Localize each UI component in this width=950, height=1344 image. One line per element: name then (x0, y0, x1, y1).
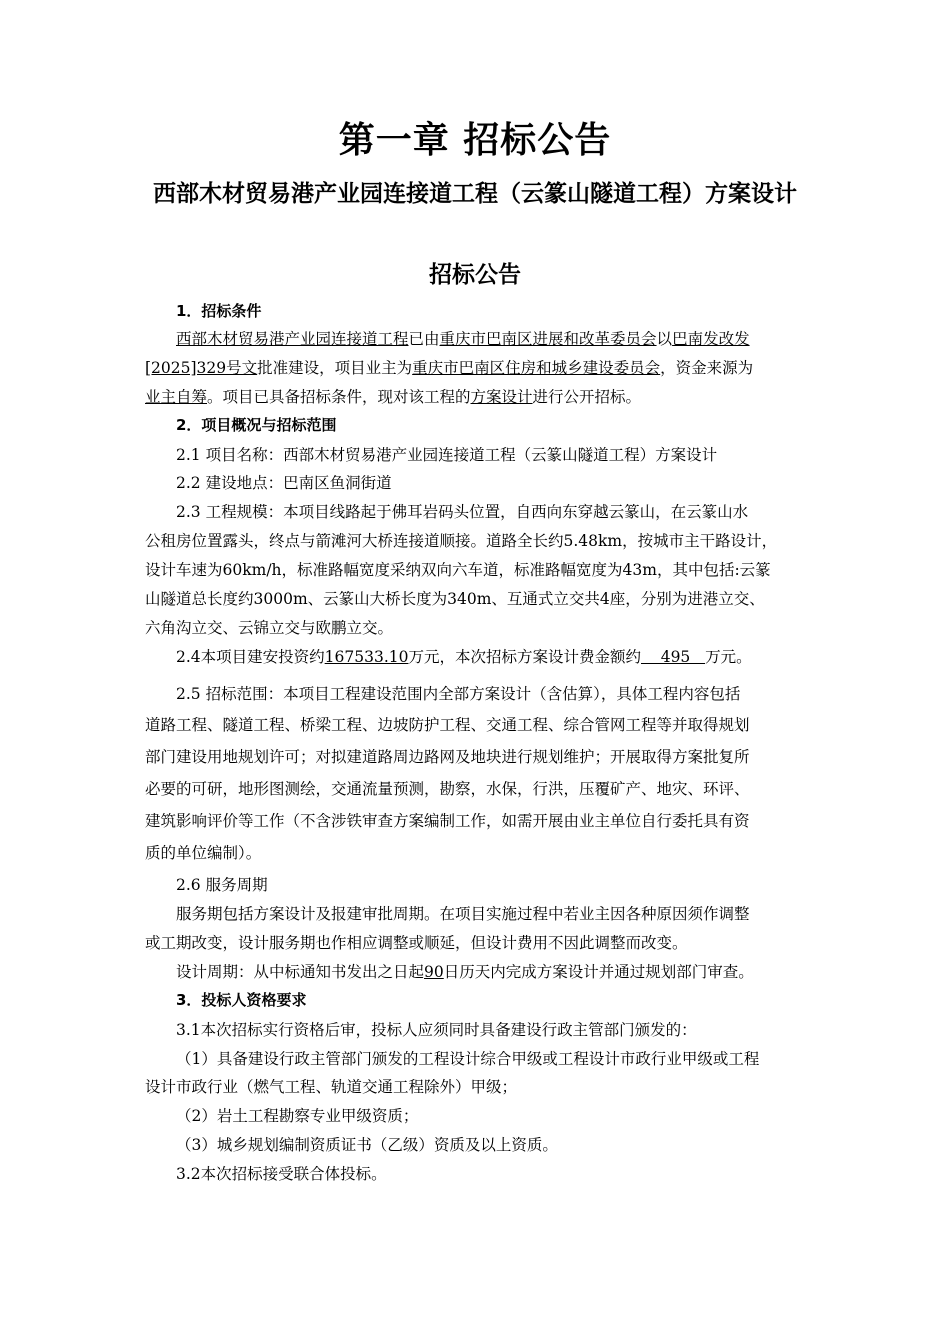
text: 日历天内完成方案设计并通过规划部门审查。 (443, 963, 754, 981)
project-name: 西部木材贸易港产业园连接道工程 (176, 330, 409, 348)
bid-scope: 方案设计 (470, 388, 533, 406)
chapter-title: 第一章 招标公告 (338, 120, 612, 161)
paragraph-line: 道路工程、隧道工程、桥梁工程、边坡防护工程、交通工程、综合管网工程等并取得规划 (145, 716, 750, 734)
paragraph-line: 必要的可研，地形图测绘，交通流量预测，勘察，水保，行洪，压覆矿产、地灾、环评、 (145, 780, 750, 798)
notice-title: 招标公告 (429, 262, 521, 288)
investment-amount: 167533.10 (324, 648, 409, 666)
section-3-heading: 3．投标人资格要求 (176, 991, 307, 1009)
paragraph-line: 设计市政行业（燃气工程、轨道交通工程除外）甲级； (145, 1078, 518, 1096)
item-3-1-2: （2）岩土工程勘察专业甲级资质； (176, 1107, 419, 1125)
item-2-5: 2.5 招标范围：本项目工程建设范围内全部方案设计（含估算），具体工程内容包括 (176, 685, 741, 703)
paragraph-line: 部门建设用地规划许可；对拟建道路周边路网及地块进行规划维护；开展取得方案批复所 (145, 748, 750, 766)
approval-number: [2025]329号文 (145, 359, 258, 377)
text: 批准建设，项目业主为 (257, 359, 413, 377)
paragraph-line: 设计车速为60km/h，标准路幅宽度采纳双向六车道，标准路幅宽度为43m，其中包括:云篆 (145, 561, 771, 579)
item-2-6: 2.6 服务周期 (176, 876, 268, 894)
item-2-2: 2.2 建设地点：巴南区鱼洞街道 (176, 474, 392, 492)
paragraph-line (176, 327, 810, 349)
project-title: 西部木材贸易港产业园连接道工程（云篆山隧道工程）方案设计 (153, 181, 797, 207)
paragraph-line (145, 356, 810, 378)
paragraph-line: 质的单位编制）。 (145, 844, 262, 862)
paragraph-line: 服务期包括方案设计及报建审批周期。在项目实施过程中若业主因各种原因须作调整 (176, 905, 750, 923)
text: 以 (656, 330, 673, 348)
text: 万元。 (705, 648, 752, 666)
text: 。项目已具备招标条件，现对该工程的 (207, 388, 471, 406)
approval-document: 巴南发改发 (672, 330, 750, 348)
item-2-4 (176, 645, 810, 667)
text: 进行公开招标。 (532, 388, 642, 406)
funding-source: 业主自筹 (145, 388, 208, 406)
paragraph-line (145, 385, 810, 407)
design-fee-amount: 495 (641, 648, 706, 666)
item-3-1: 3.1本次招标实行资格后审，投标人应须同时具备建设行政主管部门颁发的： (176, 1021, 697, 1039)
paragraph-line: 或工期改变，设计服务期也作相应调整或顺延，但设计费用不因此调整而改变。 (145, 934, 688, 952)
paragraph-line: 山隧道总长度约3000m、云篆山大桥长度为340m、互通式立交共4座，分别为进港立交、 (145, 590, 765, 608)
text: 设计周期：从中标通知书发出之日起 (176, 963, 425, 981)
project-owner: 重庆市巴南区住房和城乡建设委员会 (412, 359, 661, 377)
item-2-1: 2.1 项目名称：西部木材贸易港产业园连接道工程（云篆山隧道工程）方案设计 (176, 446, 718, 464)
item-3-2: 3.2本次招标接受联合体投标。 (176, 1165, 387, 1183)
approval-authority: 重庆市巴南区进展和改革委员会 (439, 330, 657, 348)
item-3-1-3: （3）城乡规划编制资质证书（乙级）资质及以上资质。 (176, 1136, 558, 1154)
design-period-line (176, 960, 810, 982)
text: 万元，本次招标方案设计费金额约 (408, 648, 641, 666)
design-days: 90 (424, 963, 444, 981)
paragraph-line: 公租房位置露头，终点与箭滩河大桥连接道顺接。道路全长约5.48km，按城市主干路设计， (145, 532, 778, 550)
text: 已由 (408, 330, 440, 348)
item-2-3: 2.3 工程规模：本项目线路起于佛耳岩码头位置，自西向东穿越云篆山，在云篆山水 (176, 503, 749, 521)
section-1-heading: 1．招标条件 (176, 302, 262, 320)
item-3-1-1: （1）具备建设行政主管部门颁发的工程设计综合甲级或工程设计市政行业甲级或工程 (176, 1050, 760, 1068)
text: 2.4本项目建安投资约 (176, 648, 325, 666)
text: ，资金来源为 (660, 359, 754, 377)
section-2-heading: 2．项目概况与招标范围 (176, 416, 337, 434)
paragraph-line: 六角沟立交、云锦立交与欧鹏立交。 (145, 619, 394, 637)
paragraph-line: 建筑影响评价等工作（不含涉铁审查方案编制工作，如需开展由业主单位自行委托具有资 (145, 812, 750, 830)
